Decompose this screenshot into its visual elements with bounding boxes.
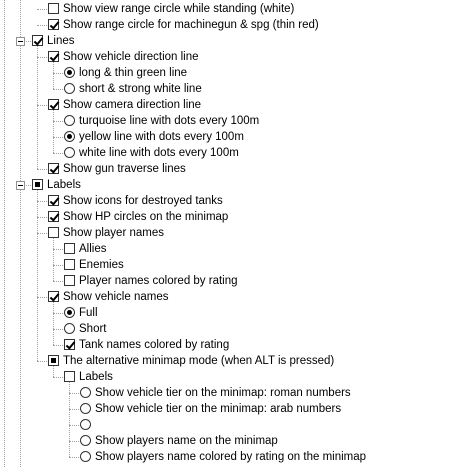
option-label: Show view range circle while standing (white) <box>63 3 295 15</box>
option-label: Labels <box>79 371 113 383</box>
tree-guide-line <box>20 0 21 467</box>
option-label: Show vehicle names <box>63 291 169 303</box>
radio-button[interactable] <box>64 323 75 334</box>
checkbox[interactable] <box>48 163 59 174</box>
option-label: Enemies <box>79 259 124 271</box>
tree-branch-line <box>37 9 47 10</box>
tree-branch-line <box>37 105 47 106</box>
checkbox[interactable] <box>48 291 59 302</box>
option-label: Show camera direction line <box>63 99 202 111</box>
checkbox[interactable] <box>64 275 75 286</box>
option-label: Short <box>79 323 107 335</box>
tree-branch-line <box>53 281 63 282</box>
tree-branch-line <box>53 313 63 314</box>
tree-branch-line <box>37 217 47 218</box>
checkbox[interactable] <box>48 227 59 238</box>
tree-guide-line <box>53 110 54 153</box>
tree-guide-line <box>53 366 54 377</box>
checkbox[interactable] <box>48 3 59 14</box>
option-label: Show vehicle tier on the minimap: arab numbers <box>95 403 342 415</box>
radio-button[interactable] <box>64 83 75 94</box>
tree-branch-line <box>53 137 63 138</box>
tree-branch-line <box>53 153 63 154</box>
tree-branch-line <box>69 393 79 394</box>
scrollbar[interactable] <box>449 0 458 467</box>
tree-branch-line <box>53 89 63 90</box>
checkbox[interactable] <box>32 35 43 46</box>
checkbox[interactable] <box>48 99 59 110</box>
option-label: Show gun traverse lines <box>63 163 186 175</box>
checkbox[interactable] <box>48 19 59 30</box>
checkbox[interactable] <box>48 51 59 62</box>
tree-branch-line <box>37 25 47 26</box>
option-label: Labels <box>47 179 81 191</box>
checkbox[interactable] <box>64 259 75 270</box>
radio-button[interactable] <box>80 451 91 462</box>
option-label: Show players name on the minimap <box>95 435 278 447</box>
radio-button[interactable] <box>64 115 75 126</box>
collapse-toggle-icon[interactable] <box>16 37 25 46</box>
tree-branch-line <box>53 345 63 346</box>
option-label: Player names colored by rating <box>79 275 238 287</box>
tree-branch-line <box>37 201 47 202</box>
tree-branch-line <box>37 297 47 298</box>
tree-guide-line <box>4 0 5 467</box>
option-label: long & thin green line <box>79 67 188 79</box>
option-label: Tank names colored by rating <box>79 339 230 351</box>
option-label: Show players name colored by rating on the minimap <box>95 451 367 463</box>
tree-branch-line <box>69 425 79 426</box>
tree-branch-line <box>37 169 47 170</box>
option-label: Show vehicle tier on the minimap: roman numbers <box>95 387 351 399</box>
tree-branch-line <box>53 73 63 74</box>
tree-branch-line <box>37 361 47 362</box>
collapse-toggle-icon[interactable] <box>16 181 25 190</box>
checkbox[interactable] <box>64 371 75 382</box>
option-label: yellow line with dots every 100m <box>79 131 244 143</box>
radio-button[interactable] <box>80 419 91 430</box>
radio-button[interactable] <box>80 387 91 398</box>
option-label: short & strong white line <box>79 83 202 95</box>
tree-branch-line <box>69 409 79 410</box>
radio-button[interactable] <box>64 147 75 158</box>
radio-button[interactable] <box>64 131 75 142</box>
radio-button[interactable] <box>64 307 75 318</box>
radio-button[interactable] <box>80 435 91 446</box>
option-label: Show icons for destroyed tanks <box>63 195 223 207</box>
tree-guide-line <box>37 190 38 361</box>
checkbox[interactable] <box>48 355 59 366</box>
option-label: Show vehicle direction line <box>63 51 199 63</box>
tree-branch-line <box>53 329 63 330</box>
checkbox[interactable] <box>64 339 75 350</box>
option-label: Show HP circles on the minimap <box>63 211 229 223</box>
option-label: Allies <box>79 243 107 255</box>
tree-branch-line <box>53 249 63 250</box>
checkbox[interactable] <box>48 211 59 222</box>
tree-guide-line <box>53 302 54 345</box>
checkbox[interactable] <box>64 243 75 254</box>
tree-guide-line <box>53 62 54 89</box>
option-label: The alternative minimap mode (when ALT is pressed) <box>63 355 335 367</box>
tree-branch-line <box>53 265 63 266</box>
radio-button[interactable] <box>80 403 91 414</box>
option-label: Show player names <box>63 227 164 239</box>
option-label: Lines <box>47 35 75 47</box>
checkbox[interactable] <box>48 195 59 206</box>
tree-guide-line <box>53 238 54 281</box>
tree-branch-line <box>37 57 47 58</box>
tree-branch-line <box>53 121 63 122</box>
option-label: Show range circle for machinegun & spg (thin red) <box>63 19 319 31</box>
option-label: turquoise line with dots every 100m <box>79 115 260 127</box>
checkbox[interactable] <box>32 179 43 190</box>
option-label: white line with dots every 100m <box>79 147 239 159</box>
option-label: Full <box>79 307 98 319</box>
tree-branch-line <box>37 233 47 234</box>
tree-branch-line <box>69 441 79 442</box>
tree-guide-line <box>37 46 38 169</box>
tree-branch-line <box>69 457 79 458</box>
tree-branch-line <box>53 377 63 378</box>
radio-button[interactable] <box>64 67 75 78</box>
